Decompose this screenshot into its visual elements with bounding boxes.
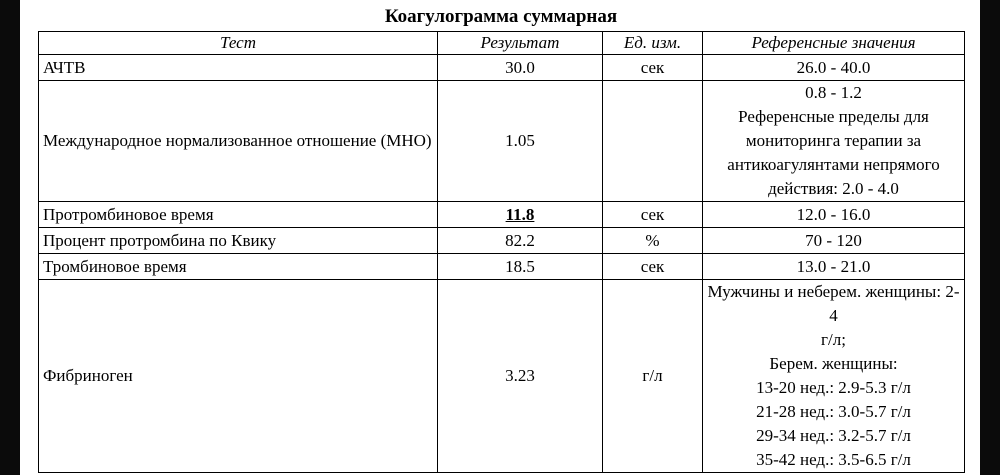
column-header-unit: Ед. изм. [603,32,703,55]
unit-cell: сек [603,202,703,228]
left-dark-edge [0,0,20,475]
result-value: 1.05 [505,131,535,150]
test-name-cell: Международное нормализованное отношение (МНО) [39,81,438,202]
column-header-test: Тест [39,32,438,55]
unit-cell: % [603,228,703,254]
right-dark-edge [980,0,1000,475]
result-value: 3.23 [505,366,535,385]
unit-cell [603,81,703,202]
result-value: 30.0 [505,57,535,77]
reference-line: г/л; [821,330,846,349]
reference-line: 26.0 - 40.0 [796,57,871,77]
table-row [39,81,965,202]
test-name-cell: Процент протромбина по Квику [39,228,438,254]
unit-cell: сек [603,254,703,280]
result-cell [438,202,603,228]
column-header-result: Результат [438,32,603,55]
reference-line: 12.0 - 16.0 [796,204,871,224]
table-row [39,254,965,280]
result-value: 82.2 [505,230,535,250]
unit-cell: сек [603,55,703,81]
table-row [39,280,965,473]
reference-line: мониторинга терапии за [745,131,922,150]
test-name-cell: АЧТВ [39,55,438,81]
reference-cell [703,228,965,254]
table-row [39,202,965,228]
result-cell [438,280,603,473]
test-name-cell: Протромбиновое время [39,202,438,228]
reference-cell [703,254,965,280]
reference-cell [703,81,965,202]
test-name-cell: Фибриноген [39,280,438,473]
table-body [39,55,965,473]
result-value-flagged: 11.8 [505,204,535,224]
unit-cell: г/л [603,280,703,473]
document-title: Коагулограмма суммарная [384,6,618,27]
table-header-row [39,32,965,55]
reference-cell [703,202,965,228]
reference-line: действия: 2.0 - 4.0 [768,179,899,198]
reference-line: 70 - 120 [805,230,862,250]
result-cell [438,81,603,202]
table-row [39,228,965,254]
reference-line: Мужчины и неберем. женщины: 2-4 [707,282,960,325]
reference-line: 35-42 нед.: 3.5-6.5 г/л [756,450,911,469]
test-name-cell: Тромбиновое время [39,254,438,280]
reference-line: 13.0 - 21.0 [796,256,871,276]
reference-cell [703,280,965,473]
reference-line: 13-20 нед.: 2.9-5.3 г/л [756,378,911,397]
result-value: 18.5 [505,256,535,276]
reference-line: Берем. женщины: [769,354,898,373]
result-cell [438,228,603,254]
coagulogram-table [38,31,965,473]
reference-line: антикоагулянтами непрямого [727,155,940,174]
result-cell [438,254,603,280]
reference-line: 21-28 нед.: 3.0-5.7 г/л [756,402,911,421]
reference-line: Референсные пределы для [738,107,929,126]
result-cell [438,55,603,81]
table-row [39,55,965,81]
reference-cell [703,55,965,81]
reference-line: 29-34 нед.: 3.2-5.7 г/л [756,426,911,445]
reference-line: 0.8 - 1.2 [805,83,862,102]
column-header-reference: Референсные значения [703,32,965,55]
